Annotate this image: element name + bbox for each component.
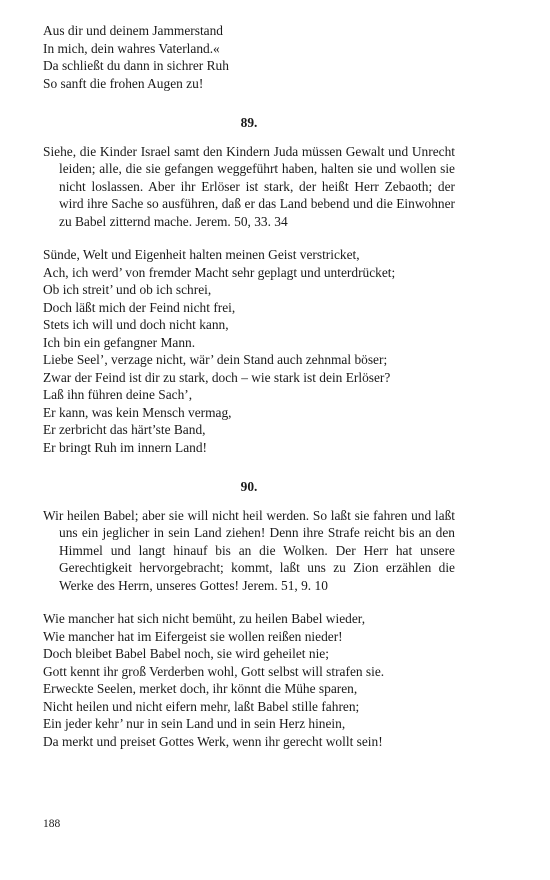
verse-line: Aus dir und deinem Jammerstand — [43, 23, 223, 38]
section-number: 89. — [240, 115, 258, 130]
verse-line: So sanft die frohen Augen zu! — [43, 75, 204, 91]
verse-line: Da schließt du dann in sichrer Ruh — [43, 58, 229, 73]
verse-line: Ob ich streit’ und ob ich schrei, — [43, 282, 212, 297]
page-body — [43, 22, 455, 750]
verse-line: Sünde, Welt und Eigenheit halten meinen Geist verstricket, — [43, 247, 360, 262]
verse-line: Laß ihn führen deine Sach’, — [43, 387, 193, 402]
section-verse — [43, 610, 455, 750]
top-verse — [43, 22, 455, 92]
verse-line: Liebe Seel’, verzage nicht, wär’ dein Stand auch zehnmal böser; — [43, 352, 388, 367]
verse-line: Er zerbricht das härt’ste Band, — [43, 422, 206, 437]
verse-line: Ich bin ein gefangner Mann. — [43, 334, 196, 350]
scripture-paragraph: Siehe, die Kinder Israel samt den Kindern Juda müssen Gewalt und Unrecht leiden; alle, die sie gefangen weggeführt haben, halten sie und wollen sie nicht loslassen. Aber ihr Erlöser ist stark, der heißt Herr Zebaoth; der wird ihre Sache so ausführen, daß er das Land bebend und die Einwohner zu Babel zitternd mache. Jerem. 50, 33. 34 — [43, 143, 455, 229]
verse-line: Erweckte Seelen, merket doch, ihr könnt die Mühe sparen, — [43, 681, 358, 696]
verse-line: Stets ich will und doch nicht kann, — [43, 317, 229, 332]
verse-line: Ach, ich werd’ von fremder Macht sehr geplagt und unterdrücket; — [43, 264, 396, 280]
verse-line: Da merkt und preiset Gottes Werk, wenn ihr gerecht wollt sein! — [43, 733, 383, 749]
verse-line: Wie mancher hat im Eifergeist sie wollen reißen nieder! — [43, 628, 343, 644]
verse-line: Zwar der Feind ist dir zu stark, doch – wie stark ist dein Erlöser? — [43, 369, 391, 385]
verse-line: Nicht heilen und nicht eifern mehr, laßt Babel stille fahren; — [43, 698, 360, 714]
verse-line: Er bringt Ruh im innern Land! — [43, 439, 208, 455]
section-number: 90. — [240, 479, 258, 494]
section-verse — [43, 246, 455, 456]
verse-line: Doch bleibet Babel Babel noch, sie wird geheilet nie; — [43, 646, 329, 661]
verse-line: Er kann, was kein Mensch vermag, — [43, 404, 232, 420]
page-number: 188 — [43, 818, 61, 830]
verse-line: Doch läßt mich der Feind nicht frei, — [43, 299, 236, 315]
verse-line: In mich, dein wahres Vaterland.« — [43, 40, 220, 56]
scripture-paragraph: Wir heilen Babel; aber sie will nicht heil werden. So laßt sie fahren und laßt uns ein jeglicher in sein Land ziehen! Denn ihre Strafe reicht bis an den Himmel und langt hinauf bis an die Wolken. Der Herr hat unsere Gerechtigkeit hervorgebracht; kommt, laßt uns zu Zion erzählen die Werke des Herrn, unseres Gottes! Jerem. 51, 9. 10 — [43, 507, 455, 593]
verse-line: Gott kennt ihr groß Verderben wohl, Gott selbst will strafen sie. — [43, 663, 385, 679]
verse-line: Wie mancher hat sich nicht bemüht, zu heilen Babel wieder, — [43, 611, 366, 626]
verse-line: Ein jeder kehr’ nur in sein Land und in sein Herz hinein, — [43, 716, 346, 731]
